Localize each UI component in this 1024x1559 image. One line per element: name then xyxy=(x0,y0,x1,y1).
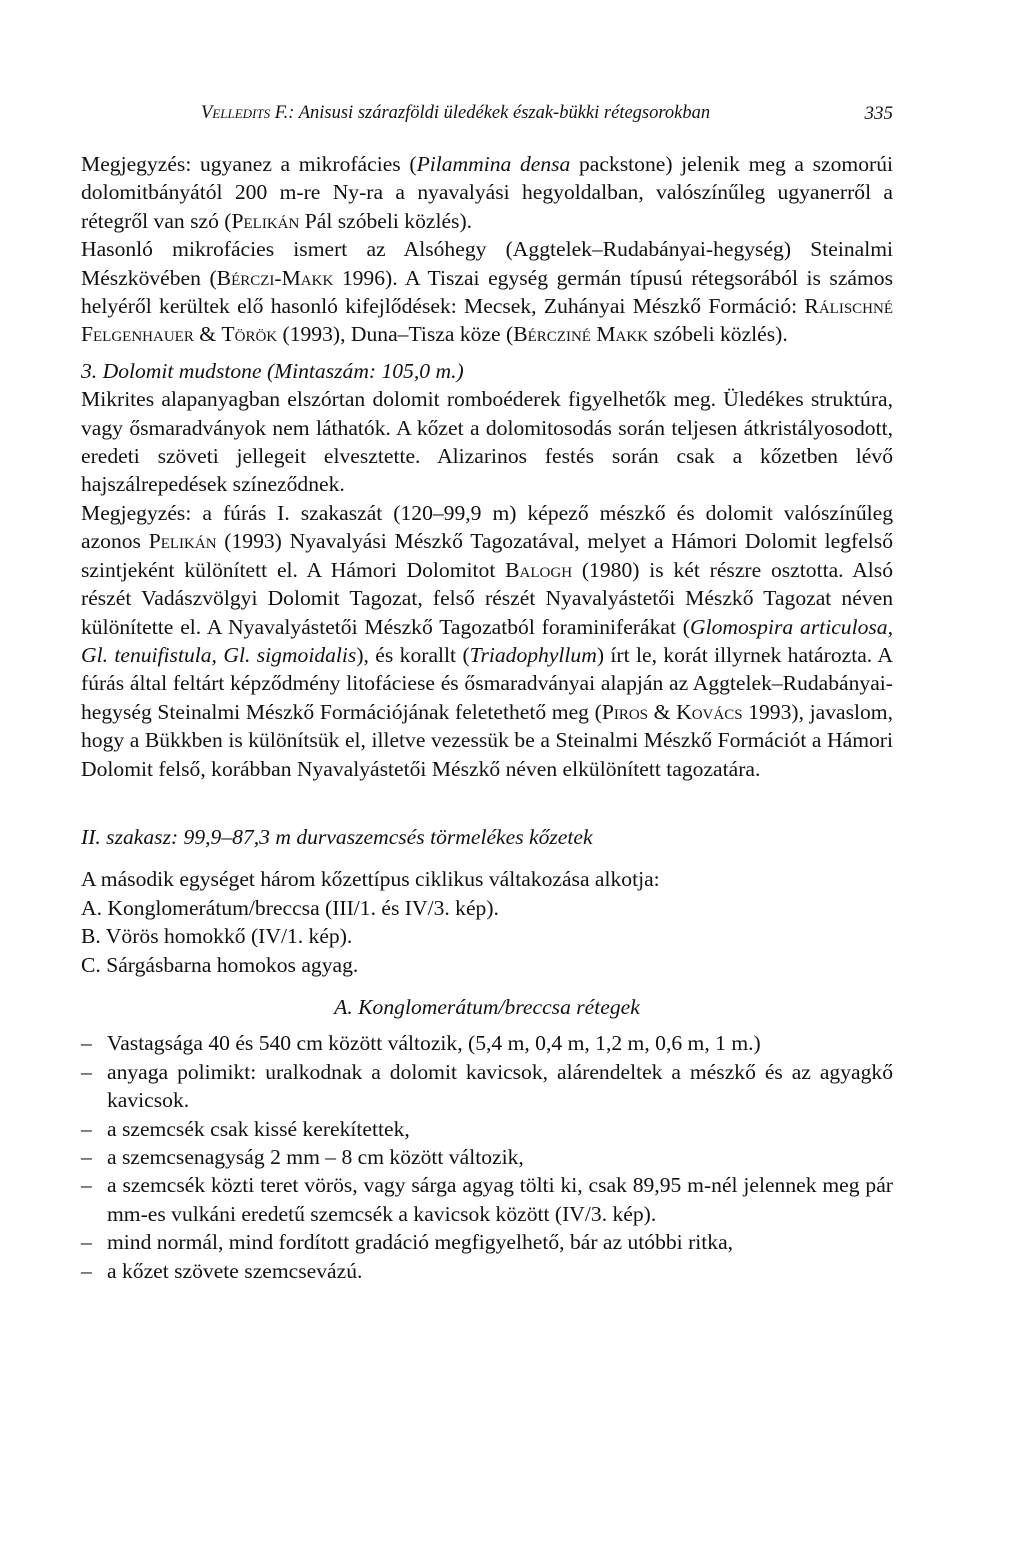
author-name: Pelikán xyxy=(148,529,217,554)
list-item-text: a szemcsenagyság 2 mm – 8 cm között változik, xyxy=(107,1145,524,1169)
list-item xyxy=(81,1115,893,1143)
text-run: (1993), Duna–Tisza köze ( xyxy=(277,322,514,347)
rock-type-list xyxy=(81,865,893,979)
text-run: Hasonló mikrofácies ismert az Alsóhegy (Aggtelek–Rudabányai-hegység) Steinalmi Mészkövében ( xyxy=(81,237,893,290)
dash-bullet: – xyxy=(81,1145,92,1169)
text-run: Pál szóbeli közlés). xyxy=(299,208,473,233)
header-title: : Anisusi szárazföldi üledékek észak-bükki rétegsorokban xyxy=(288,103,711,123)
subsection-a-heading: A. Konglomerátum/breccsa rétegek xyxy=(334,994,640,1019)
page-number: 335 xyxy=(864,103,893,124)
text-run: & xyxy=(193,322,222,347)
list-item xyxy=(81,1143,893,1171)
author-name: Kovács xyxy=(676,699,743,724)
taxon-name: Triadophyllum xyxy=(469,642,597,667)
dash-bullet: – xyxy=(81,1116,92,1141)
section-ii-heading: II. szakasz: 99,9–87,3 m durvaszemcsés törmelékes kőzetek xyxy=(81,824,593,849)
paragraph-note-1 xyxy=(81,150,893,235)
list-item xyxy=(81,1171,893,1228)
text-run: ) írt le, korát illyrnek határozta. A fúrás által feltárt képződmény litofáciese és ősmaradványai alapján az Aggtelek–Rudabányai-hegység Steinalmi Mészkő Formációjának feletethető meg ( xyxy=(81,642,893,724)
author-name: Bérczi-Makk xyxy=(216,265,334,290)
list-item xyxy=(81,1029,893,1057)
dash-bullet: – xyxy=(81,1258,92,1283)
author-name: Bércziné Makk xyxy=(513,322,649,347)
text-run: (1993) Nyavalyási Mészkő Tagozatával, melyet a Hámori Dolomit legfelső szintjeként különített el. A Hámori Dolomitot xyxy=(81,529,893,582)
dash-bullet: – xyxy=(81,1031,92,1056)
rock-type-item: B. Vörös homokkő (IV/1. kép). xyxy=(81,924,353,949)
list-item-text: Vastagsága 40 és 540 cm között változik, (5,4 m, 0,4 m, 1,2 m, 0,6 m, 1 m.) xyxy=(107,1031,761,1056)
text-run: & xyxy=(648,699,677,724)
list-item xyxy=(81,1257,893,1285)
rock-type-item: A. Konglomerátum/breccsa (III/1. és IV/3. kép). xyxy=(81,895,499,920)
text-run: Megjegyzés: ugyanez a mikrofácies ( xyxy=(81,152,417,176)
text-run: packstone) jelenik meg a szomorúi dolomitbányától 200 m-re Ny-ra a nyavalyási hegyoldalban, valószínűleg ugyanerről a rétegről van szó ( xyxy=(81,152,894,233)
section-3-description: Mikrites alapanyagban elszórtan dolomit romboéderek figyelhetők meg. Üledékes struktúra, vagy ősmaradványok nem láthatók. A kőzet a dolomitosodás során teljesen átkristályosodott, eredeti szöveti jellegeit elvesztette. Alizarinos festés során csak a kőzetben lévő hajszálrepedések színeződnek. xyxy=(81,387,893,497)
header-author: Velledits F. xyxy=(201,103,289,123)
author-name: Török xyxy=(221,322,278,347)
paragraph-note-2 xyxy=(81,499,893,783)
article-body xyxy=(81,150,893,1285)
taxon-name: Pilammina densa xyxy=(416,152,571,176)
list-item xyxy=(81,1058,893,1115)
text-run: szóbeli közlés). xyxy=(648,322,788,347)
dash-bullet: – xyxy=(81,1059,92,1084)
property-list xyxy=(81,1029,893,1285)
dash-bullet: – xyxy=(81,1230,92,1255)
list-item xyxy=(81,1228,893,1256)
author-name: Balogh xyxy=(505,557,573,582)
text-run: ), és korallt ( xyxy=(356,642,470,667)
running-title xyxy=(201,103,710,124)
taxon-name: Glomospira articulosa, Gl. tenuifistula, Gl. sigmoidalis xyxy=(81,614,893,667)
list-item-text: a kőzet szövete szemcsevázú. xyxy=(107,1258,363,1283)
author-name: Pelikán xyxy=(231,208,300,233)
text-run: (1980) is két részre osztotta. Alsó részét Vadászvölgyi Dolomit Tagozat, felső részét Nyavalyástetői Mészkő Tagozat néven különítette el. A Nyavalyástetői Mészkő Tagozatból foraminiferákat ( xyxy=(81,557,893,639)
running-header xyxy=(81,103,893,129)
paragraph-similar-facies xyxy=(81,235,893,349)
list-item-text: anyaga polimikt: uralkodnak a dolomit kavicsok, alárendeltek a mészkő és az agyagkő kavicsok. xyxy=(107,1059,893,1113)
list-item-text: a szemcsék csak kissé kerekítettek, xyxy=(107,1116,410,1141)
author-name: Piros xyxy=(601,699,648,724)
section-3-heading: 3. Dolomit mudstone (Mintaszám: 105,0 m.) xyxy=(81,358,464,383)
list-item-text: a szemcsék közti teret vörös, vagy sárga agyag tölti ki, csak 89,95 m-nél jelennek meg pár mm-es vulkáni eredetű szemcsék a kavicsok között (IV/3. kép). xyxy=(107,1173,893,1226)
text-run: Megjegyzés: a fúrás I. szakaszát (120–99,9 m) képező mészkő és dolomit valószínűleg azonos xyxy=(81,500,893,554)
text-run: 1993), javaslom, hogy a Bükkben is különítsük el, illetve vezessük be a Steinalmi Mészkő Formációt a Hámori Dolomit felső, korábban Nyavalyástetői Mészkő néven elkülönített tagozatára. xyxy=(81,699,894,781)
dash-bullet: – xyxy=(81,1173,92,1198)
section-ii-intro: A második egységet három kőzettípus ciklikus váltakozása alkotja: xyxy=(81,867,660,892)
text-run: 1996). A Tiszai egység germán típusú rétegsorából is számos helyéről kerültek elő hasonló kifejlődések: Mecsek, Zuhányai Mészkő Formáció: xyxy=(81,265,894,319)
author-name: Rálischné Felgenhauer xyxy=(81,294,893,347)
rock-type-item: C. Sárgásbarna homokos agyag. xyxy=(81,952,359,977)
list-item-text: mind normál, mind fordított gradáció megfigyelhető, bár az utóbbi ritka, xyxy=(107,1230,734,1255)
